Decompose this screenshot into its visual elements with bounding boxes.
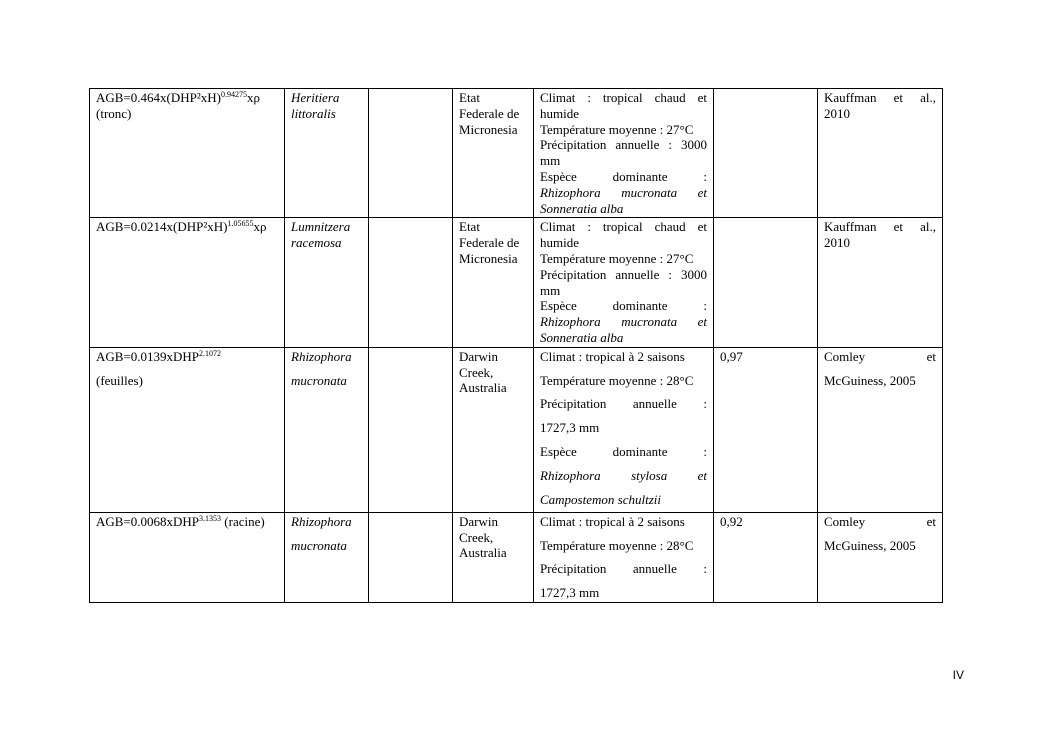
equation-rho: xρ [253,219,267,235]
equation-exponent: 0.94275 [220,90,247,99]
reference-line: 2010 [824,105,850,121]
dominant-species-label: Espèce dominante : [540,298,707,314]
species-genus: Rhizophora [291,348,352,364]
plant-part: (tronc) [96,105,132,121]
table-row [90,218,943,347]
location-line: Darwin [459,513,498,529]
empty-cell [369,218,453,347]
location-cell [453,512,534,602]
precipitation-line: mm [540,282,561,298]
species-genus: Rhizophora [291,513,352,529]
climate-line: Climat : tropical chaud et [540,219,707,235]
species-epithet: littoralis [291,105,336,121]
dominant-species-line: Rhizophora mucronata et [540,184,707,200]
climate-line: Climat : tropical à 2 saisons [540,513,685,529]
climate-cell [534,89,714,218]
species-epithet: mucronata [291,537,347,553]
reference-line: Kauffman et al., [824,219,936,235]
dominant-species-label: Espèce dominante : [540,443,707,459]
table-row [90,89,943,218]
location-line: Australia [459,545,507,561]
location-line: Micronesia [459,250,518,266]
equation: AGB=0.0214x(DHP²xH) [96,219,228,235]
precipitation-line: Précipitation annuelle : [540,561,707,577]
location-line: Federale de [459,105,520,121]
table-row [90,512,943,602]
equation-exponent: 3.1353 [199,513,222,523]
location-line: Creek, [459,364,494,380]
temperature-line: Température moyenne : 28°C [540,537,694,553]
reference-cell [818,218,943,347]
species-epithet: racemosa [291,235,342,251]
reference-cell [818,512,943,602]
temperature-line: Température moyenne : 27°C [540,250,694,266]
allometric-equations-table [89,88,943,603]
equation-cell [90,347,285,512]
equation-exponent: 1.05655 [227,219,254,229]
location-line: Etat [459,90,480,105]
climate-line: Climat : tropical chaud et [540,90,707,105]
dominant-species-line: Sonneratia alba [540,200,624,216]
equation: AGB=0.464x(DHP²xH) [96,90,221,105]
empty-cell [369,89,453,218]
precipitation-line: mm [540,153,561,169]
equation-rho: xρ [246,90,260,105]
reference-line: 2010 [824,235,850,251]
reference-cell [818,347,943,512]
equation: AGB=0.0068xDHP [96,513,200,529]
r2-cell [714,218,818,347]
precipitation-line: Précipitation annuelle : [540,396,707,412]
dominant-species-line: Rhizophora mucronata et [540,314,707,330]
reference-cell [818,89,943,218]
species-cell [285,218,369,347]
equation-cell [90,512,285,602]
location-cell [453,89,534,218]
reference-line: Comley et [824,348,936,364]
equation: AGB=0.0139xDHP [96,348,200,364]
temperature-line: Température moyenne : 28°C [540,372,694,388]
equation-cell [90,89,285,218]
location-line: Micronesia [459,121,518,137]
precipitation-line: Précipitation annuelle : 3000 [540,266,707,282]
climate-line: humide [540,235,579,251]
location-cell [453,218,534,347]
species-epithet: mucronata [291,372,347,388]
plant-part: (racine) [224,513,265,529]
reference-line: McGuiness, 2005 [824,372,916,388]
climate-cell [534,218,714,347]
table-row [90,347,943,512]
r2-cell [714,89,818,218]
precipitation-line: 1727,3 mm [540,420,600,436]
equation-cell [90,218,285,347]
species-genus: Heritiera [291,90,340,105]
species-cell [285,89,369,218]
location-line: Australia [459,380,507,396]
climate-cell [534,347,714,512]
dominant-species-line: Sonneratia alba [540,329,624,345]
temperature-line: Température moyenne : 27°C [540,121,694,137]
empty-cell [369,347,453,512]
species-cell [285,512,369,602]
climate-line: humide [540,105,579,121]
climate-line: Climat : tropical à 2 saisons [540,348,685,364]
r2-cell: 0,97 [714,347,818,512]
equation-exponent: 2.1072 [199,348,222,358]
precipitation-line: 1727,3 mm [540,585,600,601]
reference-line: McGuiness, 2005 [824,537,916,553]
species-cell [285,347,369,512]
plant-part: (feuilles) [96,372,143,388]
location-line: Darwin [459,348,498,364]
precipitation-line: Précipitation annuelle : 3000 [540,137,707,153]
dominant-species-line: Rhizophora stylosa et [540,467,707,483]
empty-cell [369,512,453,602]
reference-line: Kauffman et al., [824,90,936,105]
climate-cell [534,512,714,602]
r2-cell: 0,92 [714,512,818,602]
species-genus: Lumnitzera [291,219,351,235]
page-number: IV [952,668,964,682]
reference-line: Comley et [824,513,936,529]
location-line: Creek, [459,529,494,545]
location-line: Etat [459,219,480,235]
dominant-species-line: Campostemon schultzii [540,491,661,507]
location-cell [453,347,534,512]
dominant-species-label: Espèce dominante : [540,168,707,184]
location-line: Federale de [459,235,520,251]
